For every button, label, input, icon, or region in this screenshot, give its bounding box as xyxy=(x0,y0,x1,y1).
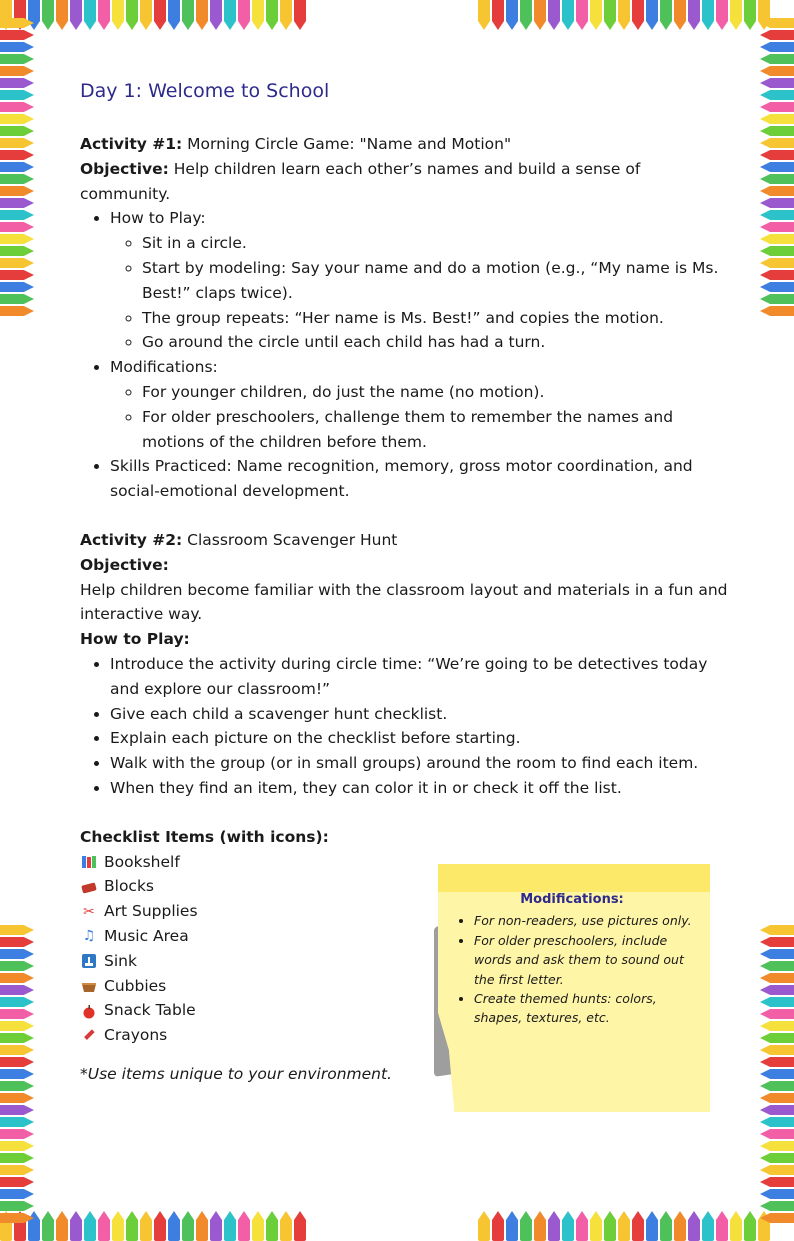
pencil-decoration xyxy=(0,126,34,136)
pencil-decoration xyxy=(0,1045,34,1055)
pencil-decoration xyxy=(618,0,630,30)
pencil-decoration xyxy=(252,0,264,30)
activity1-modifications: • Modifications: ◦ For younger children, do just the name (no motion). ◦ For older preschoolers, challenge them to remember the names and motions of the children before them. xyxy=(110,355,730,454)
pencil-decoration xyxy=(760,282,794,292)
pencil-decoration xyxy=(760,1105,794,1115)
pencil-decoration xyxy=(760,949,794,959)
sink-icon xyxy=(80,953,98,969)
pencil-decoration xyxy=(760,102,794,112)
pencil-decoration xyxy=(0,1213,34,1223)
pencil-decoration xyxy=(0,102,34,112)
pencil-decoration xyxy=(760,1201,794,1211)
pencil-decoration xyxy=(182,0,194,30)
pencil-decoration xyxy=(604,1211,616,1241)
pencil-decoration xyxy=(590,1211,602,1241)
pencil-decoration xyxy=(0,138,34,148)
pencil-decoration xyxy=(0,294,34,304)
pencil-border-bottom-left xyxy=(0,1207,330,1241)
activity1-list xyxy=(80,206,730,504)
list-item: • Introduce the activity during circle time: “We’re going to be detectives today and explore our classroom!” xyxy=(110,652,730,702)
pencil-decoration xyxy=(154,1211,166,1241)
pencil-decoration xyxy=(760,258,794,268)
pencil-decoration xyxy=(56,1211,68,1241)
list-item: • For older preschoolers, include words and ask them to sound out the first letter. xyxy=(474,931,692,989)
sticky-content xyxy=(452,890,692,1028)
pencil-decoration xyxy=(760,246,794,256)
pencil-decoration xyxy=(760,973,794,983)
pencil-decoration xyxy=(0,210,34,220)
pencil-decoration xyxy=(0,1117,34,1127)
pencil-decoration xyxy=(760,1117,794,1127)
pencil-decoration xyxy=(0,1033,34,1043)
pencil-decoration xyxy=(520,1211,532,1241)
pencil-decoration xyxy=(760,961,794,971)
pencil-decoration xyxy=(0,1129,34,1139)
crayon-icon xyxy=(80,1027,98,1043)
pencil-decoration xyxy=(730,1211,742,1241)
pencil-decoration xyxy=(562,0,574,30)
pencil-decoration xyxy=(716,1211,728,1241)
pencil-decoration xyxy=(238,0,250,30)
pencil-decoration xyxy=(196,0,208,30)
pencil-decoration xyxy=(760,1069,794,1079)
pencil-border-left-top xyxy=(0,18,40,318)
activity2-how-label: How to Play: xyxy=(80,630,190,649)
pencil-decoration xyxy=(660,1211,672,1241)
list-item: • Explain each picture on the checklist before starting. xyxy=(110,726,730,751)
pencil-decoration xyxy=(98,1211,110,1241)
sticky-note xyxy=(434,864,710,1112)
pencil-decoration xyxy=(42,0,54,30)
activity1-how-list xyxy=(110,231,730,355)
pencil-decoration xyxy=(210,1211,222,1241)
pencil-decoration xyxy=(534,0,546,30)
pencil-decoration xyxy=(576,0,588,30)
pencil-decoration xyxy=(760,54,794,64)
checklist-item: Blocks xyxy=(80,874,730,899)
pencil-decoration xyxy=(760,306,794,316)
pencil-decoration xyxy=(760,1033,794,1043)
pencil-decoration xyxy=(760,1093,794,1103)
pencil-decoration xyxy=(760,210,794,220)
pencil-decoration xyxy=(760,174,794,184)
basket-icon xyxy=(80,978,98,994)
pencil-decoration xyxy=(760,198,794,208)
pencil-decoration xyxy=(0,174,34,184)
pencil-decoration xyxy=(112,1211,124,1241)
list-item: • Create themed hunts: colors, shapes, textures, etc. xyxy=(474,989,692,1028)
pencil-decoration xyxy=(0,973,34,983)
pencil-decoration xyxy=(0,78,34,88)
pencil-decoration xyxy=(42,1211,54,1241)
pencil-decoration xyxy=(112,0,124,30)
pencil-decoration xyxy=(760,66,794,76)
pencil-decoration xyxy=(646,1211,658,1241)
pencil-decoration xyxy=(224,1211,236,1241)
blocks-icon xyxy=(80,879,98,895)
pencil-decoration xyxy=(760,1081,794,1091)
pencil-decoration xyxy=(0,282,34,292)
pencil-decoration xyxy=(266,0,278,30)
pencil-decoration xyxy=(760,1057,794,1067)
pencil-decoration xyxy=(0,198,34,208)
pencil-decoration xyxy=(660,0,672,30)
pencil-decoration xyxy=(98,0,110,30)
day-title: Day 1: Welcome to School xyxy=(80,80,330,102)
pencil-decoration xyxy=(0,1201,34,1211)
activity2-objective-text: Help children become familiar with the classroom layout and materials in a fun and interactive way. xyxy=(80,580,728,624)
pencil-decoration xyxy=(0,1021,34,1031)
pencil-decoration xyxy=(0,1105,34,1115)
pencil-decoration xyxy=(506,0,518,30)
pencil-decoration xyxy=(126,0,138,30)
pencil-decoration xyxy=(126,1211,138,1241)
pencil-decoration xyxy=(618,1211,630,1241)
pencil-decoration xyxy=(760,1141,794,1151)
pencil-border-top-right xyxy=(478,0,794,34)
pencil-decoration xyxy=(760,1045,794,1055)
list-item: • Give each child a scavenger hunt checklist. xyxy=(110,702,730,727)
pencil-decoration xyxy=(760,1213,794,1223)
pencil-decoration xyxy=(562,1211,574,1241)
pencil-decoration xyxy=(590,0,602,30)
pencil-decoration xyxy=(0,306,34,316)
pencil-decoration xyxy=(266,1211,278,1241)
pencil-decoration xyxy=(604,0,616,30)
pencil-decoration xyxy=(56,0,68,30)
pencil-decoration xyxy=(716,0,728,30)
pencil-decoration xyxy=(760,997,794,1007)
pencil-decoration xyxy=(0,150,34,160)
pencil-decoration xyxy=(760,18,794,28)
pencil-decoration xyxy=(576,1211,588,1241)
checklist-item: Snack Table xyxy=(80,998,730,1023)
pencil-decoration xyxy=(0,1081,34,1091)
activity1-heading: Activity #1: Morning Circle Game: "Name and Motion" xyxy=(80,135,512,153)
pencil-decoration xyxy=(760,1153,794,1163)
pencil-decoration xyxy=(760,186,794,196)
pencil-decoration xyxy=(760,937,794,947)
pencil-decoration xyxy=(0,1189,34,1199)
activity1-how-to-play: • How to Play: ◦ Sit in a circle. ◦ Start by modeling: Say your name and do a motion (e.g., “My name is Ms. Best!” claps twice). ◦ The group repeats: “Her name is Ms. Best!” and copies the motion. ◦ Go around the circle until each child has had a turn. xyxy=(110,206,730,355)
pencil-decoration xyxy=(760,150,794,160)
pencil-decoration xyxy=(0,258,34,268)
pencil-decoration xyxy=(0,1093,34,1103)
list-item: • When they find an item, they can color it in or check it off the list. xyxy=(110,776,730,801)
pencil-decoration xyxy=(730,0,742,30)
pencil-decoration xyxy=(760,1021,794,1031)
pencil-decoration xyxy=(0,1165,34,1175)
pencil-decoration xyxy=(760,90,794,100)
pencil-decoration xyxy=(760,222,794,232)
pencil-border-left-bottom xyxy=(0,925,40,1225)
pencil-decoration xyxy=(674,0,686,30)
pencil-decoration xyxy=(548,0,560,30)
pencil-decoration xyxy=(196,1211,208,1241)
checklist-title: Checklist Items (with icons): xyxy=(80,827,329,846)
pencil-decoration xyxy=(0,234,34,244)
pencil-decoration xyxy=(478,0,490,30)
checklist-item: Crayons xyxy=(80,1023,730,1048)
list-item: ◦ The group repeats: “Her name is Ms. Best!” and copies the motion. xyxy=(142,306,730,331)
pencil-decoration xyxy=(760,138,794,148)
pencil-decoration xyxy=(280,1211,292,1241)
pencil-decoration xyxy=(0,42,34,52)
list-item: • Walk with the group (or in small groups) around the room to find each item. xyxy=(110,751,730,776)
activity2-how-list xyxy=(80,652,730,801)
pencil-decoration xyxy=(760,1129,794,1139)
pencil-decoration xyxy=(0,1057,34,1067)
pencil-decoration xyxy=(520,0,532,30)
pencil-decoration xyxy=(760,114,794,124)
list-item: ◦ Sit in a circle. xyxy=(142,231,730,256)
activity1-skills: • Skills Practiced: Name recognition, memory, gross motor coordination, and social-emotional development. xyxy=(110,454,730,504)
pencil-decoration xyxy=(280,0,292,30)
pencil-decoration xyxy=(492,0,504,30)
pencil-border-top-left xyxy=(0,0,330,34)
pencil-decoration xyxy=(0,54,34,64)
activity2-objective-label: Objective: xyxy=(80,555,169,574)
pencil-decoration xyxy=(760,985,794,995)
pencil-decoration xyxy=(84,0,96,30)
pencil-decoration xyxy=(0,162,34,172)
pencil-decoration xyxy=(0,961,34,971)
pencil-border-right-top xyxy=(754,18,794,318)
pencil-decoration xyxy=(760,126,794,136)
pencil-decoration xyxy=(140,1211,152,1241)
pencil-decoration xyxy=(760,1165,794,1175)
checklist-item: ♫ Music Area xyxy=(80,924,730,949)
pencil-decoration xyxy=(702,1211,714,1241)
checklist-item: Sink xyxy=(80,949,730,974)
pencil-decoration xyxy=(294,0,306,30)
pencil-decoration xyxy=(0,186,34,196)
pencil-decoration xyxy=(702,0,714,30)
pencil-decoration xyxy=(760,234,794,244)
pencil-decoration xyxy=(0,1141,34,1151)
pencil-decoration xyxy=(210,0,222,30)
pencil-decoration xyxy=(0,270,34,280)
pencil-decoration xyxy=(70,0,82,30)
pencil-decoration xyxy=(478,1211,490,1241)
apple-icon xyxy=(80,1003,98,1019)
activity1-objective: Objective: Help children learn each other’s names and build a sense of community. xyxy=(80,159,641,203)
music-note-icon: ♫ xyxy=(82,928,96,945)
pencil-decoration xyxy=(182,1211,194,1241)
pencil-decoration xyxy=(674,1211,686,1241)
pencil-decoration xyxy=(632,0,644,30)
pencil-decoration xyxy=(0,925,34,935)
pencil-decoration xyxy=(534,1211,546,1241)
pencil-decoration xyxy=(632,1211,644,1241)
pencil-decoration xyxy=(0,1177,34,1187)
checklist-item: ✂ Art Supplies xyxy=(80,899,730,924)
pencil-decoration xyxy=(760,1177,794,1187)
pencil-decoration xyxy=(294,1211,306,1241)
list-item: ◦ For older preschoolers, challenge them to remember the names and motions of the children before them. xyxy=(142,405,730,455)
pencil-decoration xyxy=(0,997,34,1007)
pencil-decoration xyxy=(0,246,34,256)
list-item: • For non-readers, use pictures only. xyxy=(474,911,692,930)
pencil-decoration xyxy=(70,1211,82,1241)
pencil-decoration xyxy=(760,42,794,52)
pencil-decoration xyxy=(760,270,794,280)
list-item: ◦ Start by modeling: Say your name and do a motion (e.g., “My name is Ms. Best!” claps twice). xyxy=(142,256,730,306)
pencil-decoration xyxy=(140,0,152,30)
activity2-heading: Activity #2: Classroom Scavenger Hunt xyxy=(80,530,398,549)
pencil-decoration xyxy=(84,1211,96,1241)
pencil-decoration xyxy=(154,0,166,30)
pencil-decoration xyxy=(238,1211,250,1241)
checklist-note: *Use items unique to your environment. xyxy=(80,1064,392,1083)
pencil-decoration xyxy=(0,114,34,124)
pencil-decoration xyxy=(760,294,794,304)
pencil-decoration xyxy=(224,0,236,30)
pencil-decoration xyxy=(0,1153,34,1163)
pencil-decoration xyxy=(0,66,34,76)
pencil-decoration xyxy=(760,1189,794,1199)
pencil-decoration xyxy=(646,0,658,30)
scissors-icon: ✂ xyxy=(83,903,95,920)
sticky-list xyxy=(452,911,692,1027)
pencil-decoration xyxy=(0,949,34,959)
pencil-decoration xyxy=(0,222,34,232)
pencil-decoration xyxy=(492,1211,504,1241)
pencil-decoration xyxy=(252,1211,264,1241)
pencil-decoration xyxy=(0,1069,34,1079)
pencil-decoration xyxy=(0,937,34,947)
books-icon xyxy=(80,854,98,870)
pencil-decoration xyxy=(688,1211,700,1241)
list-item: ◦ Go around the circle until each child has had a turn. xyxy=(142,330,730,355)
checklist-item: Bookshelf xyxy=(80,850,730,875)
pencil-decoration xyxy=(0,30,34,40)
pencil-decoration xyxy=(0,985,34,995)
pencil-border-right-bottom xyxy=(754,925,794,1225)
pencil-decoration xyxy=(688,0,700,30)
activity1-mod-list xyxy=(110,380,730,454)
pencil-decoration xyxy=(506,1211,518,1241)
pencil-decoration xyxy=(0,18,34,28)
pencil-decoration xyxy=(0,90,34,100)
sticky-title: Modifications: xyxy=(520,892,624,907)
pencil-decoration xyxy=(760,925,794,935)
checklist-item: Cubbies xyxy=(80,974,730,999)
pencil-decoration xyxy=(0,1009,34,1019)
pencil-border-bottom-right xyxy=(478,1207,794,1241)
pencil-decoration xyxy=(760,30,794,40)
pencil-decoration xyxy=(548,1211,560,1241)
pencil-decoration xyxy=(760,1009,794,1019)
pencil-decoration xyxy=(760,78,794,88)
list-item: ◦ For younger children, do just the name (no motion). xyxy=(142,380,730,405)
pencil-decoration xyxy=(168,1211,180,1241)
pencil-decoration xyxy=(168,0,180,30)
pencil-decoration xyxy=(760,162,794,172)
